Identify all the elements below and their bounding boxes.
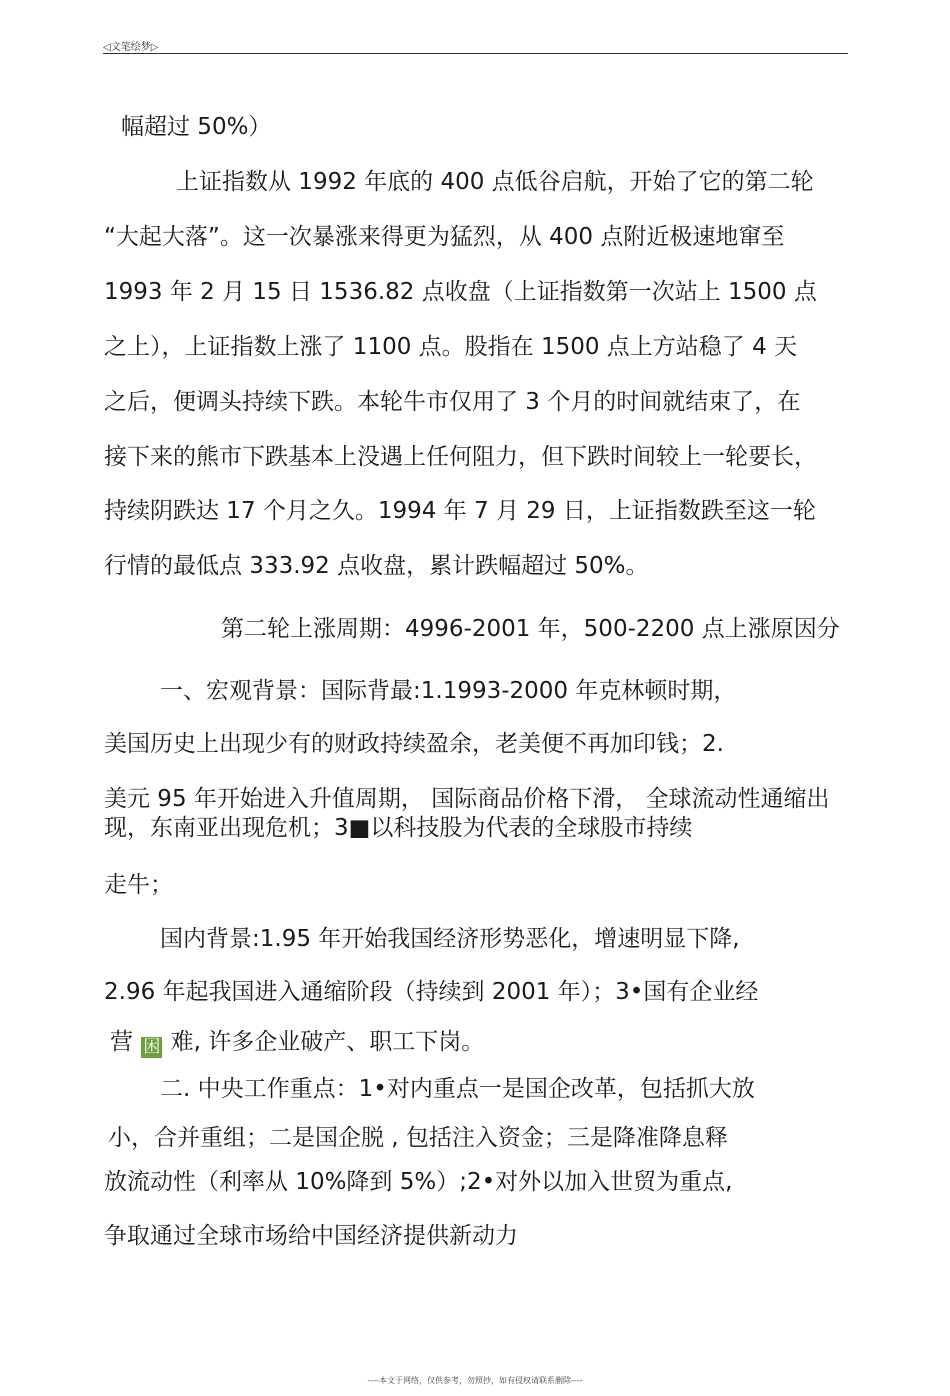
paragraph-line: 放流动性（利率从 10%降到 5%）;2•对外以加入世贸为重点, [104,1169,733,1195]
paragraph-line: 走牛； [104,872,173,898]
paragraph-line: 行情的最低点 333.92 点收盘，累计跌幅超过 50%。 [104,553,649,579]
paragraph-line: 1993 年 2 月 15 日 1536.82 点收盘（上证指数第一次站上 1500 点 [104,279,817,305]
paragraph-line: 接下来的熊市下跌基本上没遇上任何阻力，但下跌时间较上一轮要长， [104,444,817,470]
paragraph-line: 小，合并重组；二是国企脱 , 包括注入资金；三是降准降息释 [108,1125,728,1151]
paragraph-line: 幅超过 50%） [121,114,272,140]
paragraph-line: 国内背景:1.95 年开始我国经济形势恶化，增速明显下降, [160,926,740,952]
paragraph-line: 上证指数从 1992 年底的 400 点低谷启航，开始了它的第二轮 [176,169,814,195]
line-text-before: 营 [110,1029,133,1055]
paragraph-line: 现，东南亚出现危机；3■以科技股为代表的全球股市持续 [104,815,693,841]
paragraph-line: “大起大落”。这一次暴涨来得更为猛烈，从 400 点附近极速地窜至 [104,224,785,250]
paragraph-line: 美国历史上出现少有的财政持续盈余，老美便不再加印钱；2. [104,731,724,757]
paragraph-line: 美元 95 年开始进入升值周期， 国际商品价格下滑， 全球流动性通缩出 [104,786,830,812]
footer-note: ----本文于网络，仅供参考，勿照抄，如有侵权请联系删除---- [367,1376,583,1385]
header-title: ◁文笔绘梦▷ [103,42,159,53]
paragraph-line: 一、宏观背景：国际背最:1.1993-2000 年克林顿时期， [160,678,737,704]
header-divider [103,53,848,54]
line-text-after: 难, 许多企业破产、职工下岗。 [170,1029,485,1055]
highlighted-character: 困 [143,1037,161,1057]
paragraph-line [110,1028,484,1058]
paragraph-line: 2.96 年起我国进入通缩阶段（持续到 2001 年）；3•国有企业经 [104,979,759,1005]
paragraph-line: 之上），上证指数上涨了 1100 点。股指在 1500 点上方站稳了 4 天 [104,334,798,360]
paragraph-line: 之后，便调头持续下跌。本轮牛市仅用了 3 个月的时间就结束了，在 [104,389,801,415]
paragraph-line: 争取通过全球市场给中国经济提供新动力 [104,1223,518,1249]
paragraph-line: 二. 中央工作重点：1•对内重点一是国企改革，包括抓大放 [160,1076,755,1102]
section-heading: 第二轮上涨周期：4996-2001 年，500-2200 点上涨原因分 [221,616,840,642]
paragraph-line: 持续阴跌达 17 个月之久。1994 年 7 月 29 日，上证指数跌至这一轮 [104,498,816,524]
